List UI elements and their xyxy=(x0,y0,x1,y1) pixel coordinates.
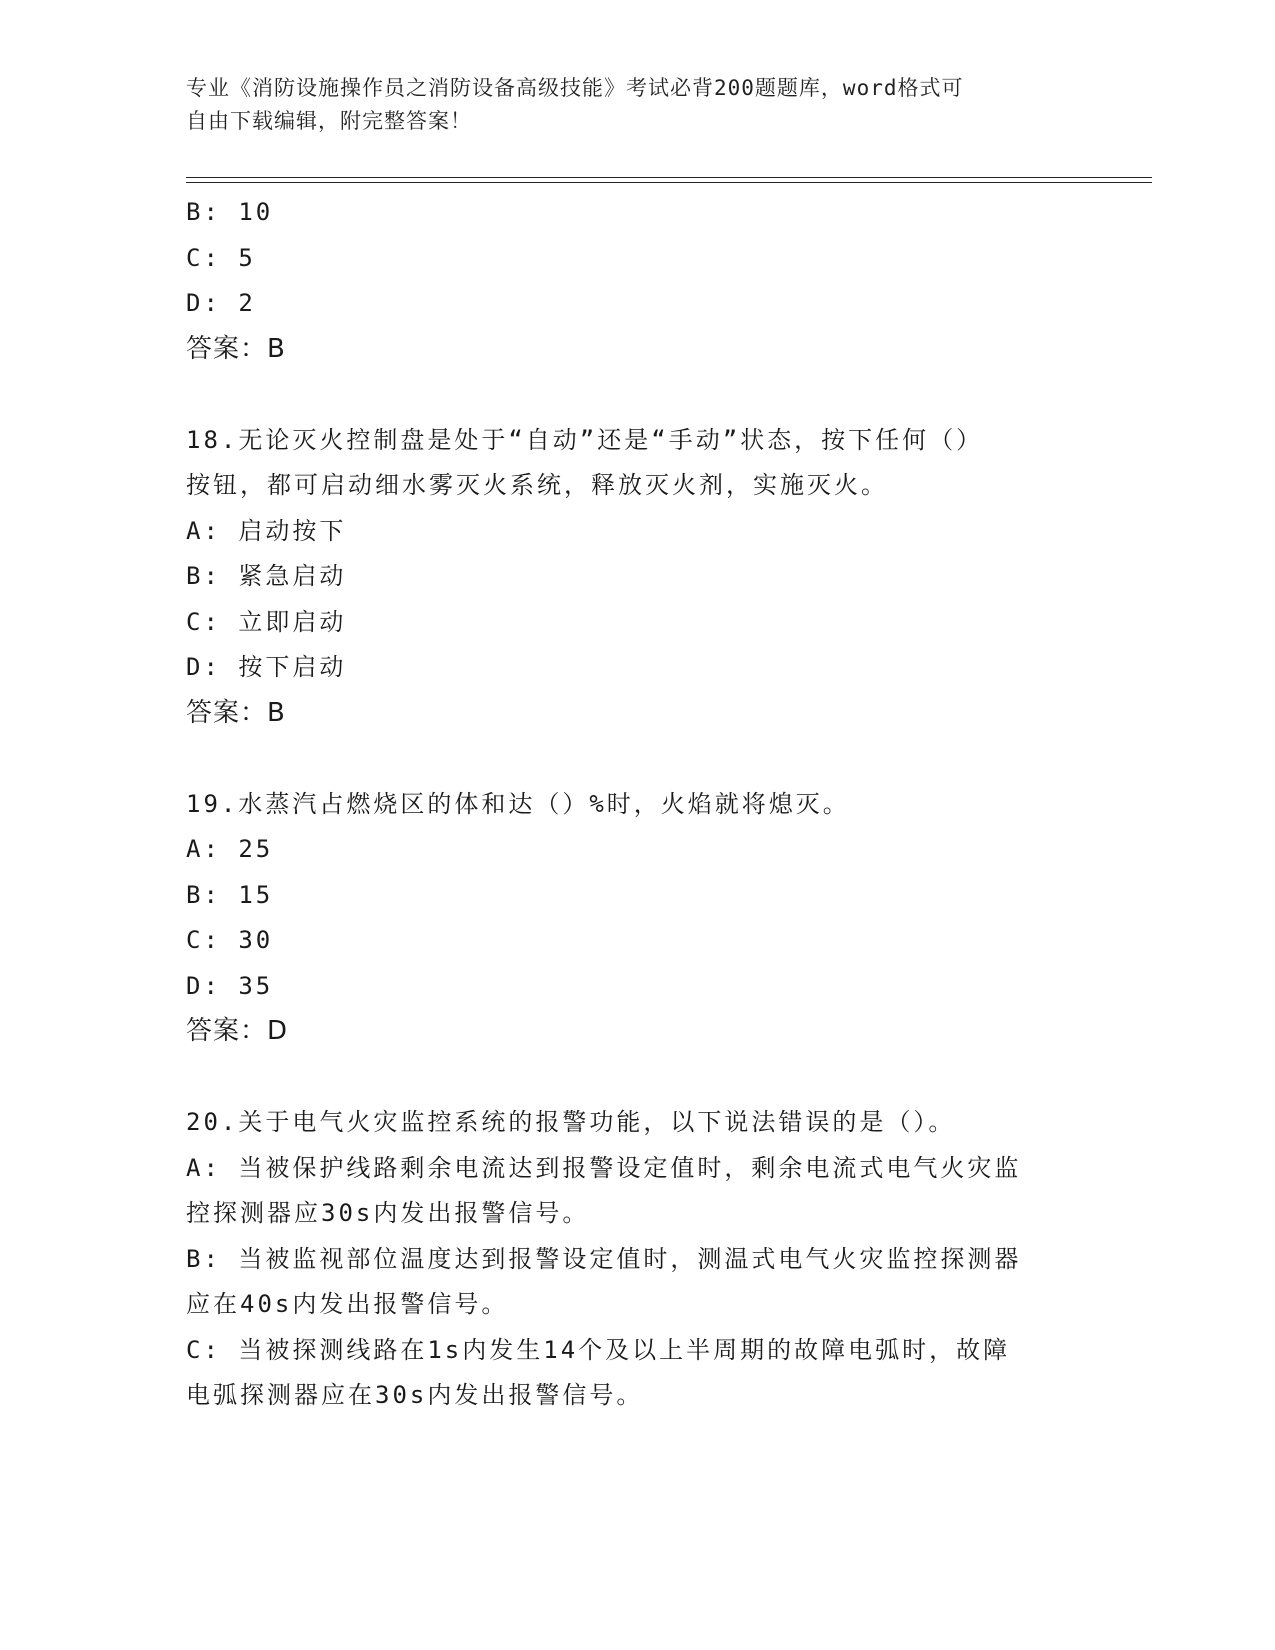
answer: 答案：B xyxy=(186,697,286,728)
option-c-cont: 电弧探测器应在30s内发出报警信号。 xyxy=(186,1381,644,1409)
header-title-line-1: 专业《消防设施操作员之消防设备高级技能》考试必背200题题库，word格式可 xyxy=(186,76,964,100)
document-header xyxy=(186,72,1086,138)
question-list xyxy=(186,190,1086,1419)
answer: 答案：D xyxy=(186,1016,289,1046)
option-a: A: 25 xyxy=(186,835,274,863)
question-19 xyxy=(186,782,1086,1055)
question-stem: 20.关于电气火灾监控系统的报警功能，以下说法错误的是（）。 xyxy=(186,1108,956,1136)
question-stem: 18.无论灭火控制盘是处于“自动”还是“手动”状态，按下任何（） xyxy=(186,425,984,454)
question-stem-cont: 按钮，都可启动细水雾灭火系统，释放灭火剂，实施灭火。 xyxy=(186,471,888,499)
option-b: B: 10 xyxy=(186,198,274,226)
question-17-fragment xyxy=(186,190,1086,372)
spacer xyxy=(186,1055,1086,1101)
option-b: B: 15 xyxy=(186,880,274,909)
option-d: D: 按下启动 xyxy=(186,653,347,681)
question-20 xyxy=(186,1100,1086,1419)
option-b: B: 紧急启动 xyxy=(186,562,347,590)
option-c: C: 立即启动 xyxy=(186,607,347,636)
question-stem: 19.水蒸汽占燃烧区的体和达（）%时，火焰就将熄灭。 xyxy=(186,789,850,818)
option-c: C: 30 xyxy=(186,926,274,954)
option-d: D: 2 xyxy=(186,289,256,317)
header-divider-top xyxy=(186,177,1152,178)
spacer xyxy=(186,372,1086,418)
option-a: A: 当被保护线路剩余电流达到报警设定值时，剩余电流式电气火灾监 xyxy=(186,1153,1022,1182)
option-c: C: 当被探测线路在1s内发生14个及以上半周期的故障电弧时，故障 xyxy=(186,1335,1011,1364)
option-a: A: 启动按下 xyxy=(186,516,347,545)
option-d: D: 35 xyxy=(186,971,274,1000)
header-divider-bottom xyxy=(186,182,1152,183)
header-title-line-2: 自由下载编辑，附完整答案！ xyxy=(186,109,472,133)
option-b-cont: 应在40s内发出报警信号。 xyxy=(186,1290,509,1318)
option-c: C: 5 xyxy=(186,243,256,272)
question-18 xyxy=(186,418,1086,737)
option-b: B: 当被监视部位温度达到报警设定值时，测温式电气火灾监控探测器 xyxy=(186,1244,1022,1273)
option-a-cont: 控探测器应30s内发出报警信号。 xyxy=(186,1199,590,1227)
spacer xyxy=(186,736,1086,782)
answer: 答案：B xyxy=(186,333,286,364)
